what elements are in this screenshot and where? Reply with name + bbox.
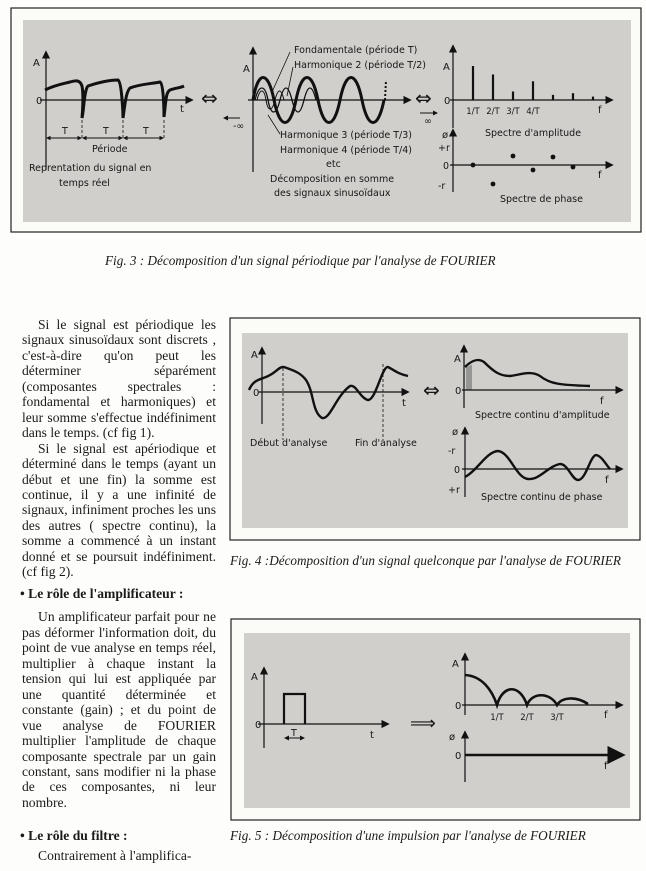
section-heading: • Le rôle du filtre :	[20, 828, 128, 844]
phase-spectrum-title: Spectre de phase	[500, 194, 583, 205]
zero-label: 0	[455, 701, 462, 712]
axis-label-a: A	[443, 62, 450, 73]
figure-4-caption: Fig. 4 :Décomposition d'un signal quelconque par l'analyse de FOURIER	[230, 553, 621, 568]
harmonic-3-label: Harmonique 3 (période T/3)	[280, 130, 412, 141]
period-mark: T	[103, 126, 109, 137]
axis-label-f: f	[598, 105, 602, 116]
tick-label: 3/T	[506, 107, 520, 117]
zero-label: 0	[444, 96, 451, 107]
tick-label: 4/T	[526, 107, 540, 117]
axis-label-f: f	[600, 396, 604, 407]
zero-label: 0	[455, 386, 462, 397]
axis-label-a: A	[251, 350, 258, 361]
analysis-end-label: Fin d'analyse	[355, 438, 417, 449]
etc-label: etc	[326, 159, 341, 170]
minus-infinity-label: -∞	[233, 121, 245, 132]
figure-4	[228, 315, 646, 545]
time-signal-caption: Reprentation du signal en	[29, 163, 152, 174]
paragraph: Contrairement à l'amplifica-	[38, 847, 192, 863]
plus-r-label: +r	[448, 485, 460, 496]
tick-label: 1/T	[466, 107, 480, 117]
plus-infinity-label: ∞	[424, 116, 432, 127]
period-label: Période	[92, 144, 128, 155]
phase-point	[531, 168, 536, 173]
figure-5-caption: Fig. 5 : Décomposition d'une impulsion par l'analyse de FOURIER	[230, 828, 586, 843]
phase-point	[471, 163, 476, 168]
zero-label: 0	[36, 96, 43, 107]
minus-r-label: -r	[448, 446, 456, 457]
tick-label: 2/T	[486, 107, 500, 117]
axis-label-a: A	[243, 64, 250, 75]
fundamental-label: Fondamentale (période T)	[294, 45, 418, 56]
axis-label-t: t	[402, 398, 406, 409]
tick-label: 1/T	[490, 713, 504, 723]
section-heading: • Le rôle de l'amplificateur :	[20, 586, 184, 601]
implies-arrow-icon: ⟹	[410, 713, 436, 734]
harmonic-4-label: Harmonique 4 (période T/4)	[280, 145, 412, 156]
double-arrow-icon: ⇔	[201, 86, 218, 110]
plus-r-label: +r	[438, 143, 450, 154]
axis-label-t: t	[370, 730, 374, 741]
phase-point	[511, 154, 516, 159]
figure-3	[0, 0, 646, 240]
axis-label-a: A	[33, 58, 40, 69]
decomposition-caption: Décomposition en somme	[270, 174, 395, 185]
continuous-phase-title: Spectre continu de phase	[481, 492, 603, 503]
continuous-amplitude-title: Spectre continu d'amplitude	[475, 410, 610, 421]
axis-label-a: A	[454, 354, 461, 365]
paragraph: Si le signal est périodique les signaux sinusoïdaux sont discrets , c'est-à-dire qu'on peut les déterminer séparément (composantes spectrales : fondamental et harmoniques) et leur somme s'effectue indéfiniment dans le temps. (cf fig 1).	[22, 317, 216, 441]
time-signal-caption: temps réel	[59, 178, 110, 189]
harmonic-2-label: Harmonique 2 (période T/2)	[294, 60, 426, 71]
axis-label-phi: ø	[452, 427, 459, 438]
body-text-column	[22, 317, 216, 580]
period-mark: T	[62, 126, 68, 137]
zero-label: 0	[253, 388, 260, 399]
axis-label-f: f	[598, 170, 602, 181]
phase-point	[551, 155, 556, 160]
zero-label: 0	[455, 751, 462, 762]
axis-label-t: t	[180, 104, 184, 115]
minus-r-label: -r	[438, 181, 446, 192]
axis-label-phi: ø	[449, 732, 456, 743]
amplitude-spectrum-title: Spectre d'amplitude	[485, 128, 582, 139]
axis-label-a: A	[251, 672, 258, 683]
double-arrow-icon: ⇔	[415, 86, 432, 110]
figure-background	[244, 633, 630, 808]
axis-label-f: f	[605, 475, 609, 486]
paragraph: Un amplificateur parfait pour ne pas déformer l'information doit, du point de vue analyse en temps réel, multiplier à chaque instant la tension qui lui est appliquée par une quantité déterminée et constante (gain) ; et du point de vue analyse de FOURIER multiplier l'amplitude de chaque composante spectrale par un gain constant, sans modifier ni la phase de ces composantes, ni leur nombre.	[22, 609, 216, 810]
tick-label: 3/T	[550, 713, 564, 723]
analysis-start-label: Début d'analyse	[250, 438, 328, 449]
body-text-column	[22, 586, 216, 863]
paragraph: Si le signal est apériodique et déterminé dans le temps (ayant un début et une fin) la somme est continue, il y a une infinité de signaux, infiniment proches les uns des autres ( spectre continu), la somme a commencé à un instant donné et se poursuit indéfiniment. (cf fig 2).	[22, 440, 216, 580]
period-mark: T	[143, 126, 149, 137]
axis-label-phi: ø	[442, 130, 449, 141]
phase-point	[491, 182, 496, 187]
axis-label-a: A	[452, 659, 459, 670]
axis-label-f: f	[604, 710, 608, 721]
tick-label: 2/T	[520, 713, 534, 723]
double-arrow-icon: ⇔	[423, 378, 440, 402]
zero-label: 0	[255, 720, 262, 731]
zero-label: 0	[454, 465, 461, 476]
zero-label: 0	[443, 161, 450, 172]
pulse-width-label: T	[291, 728, 297, 739]
phase-point	[571, 165, 576, 170]
figure-5	[228, 615, 646, 825]
axis-label-f: f	[604, 761, 608, 772]
figure-3-caption: Fig. 3 : Décomposition d'un signal périodique par l'analyse de FOURIER	[105, 253, 496, 268]
decomposition-caption: des signaux sinusoïdaux	[274, 188, 391, 199]
